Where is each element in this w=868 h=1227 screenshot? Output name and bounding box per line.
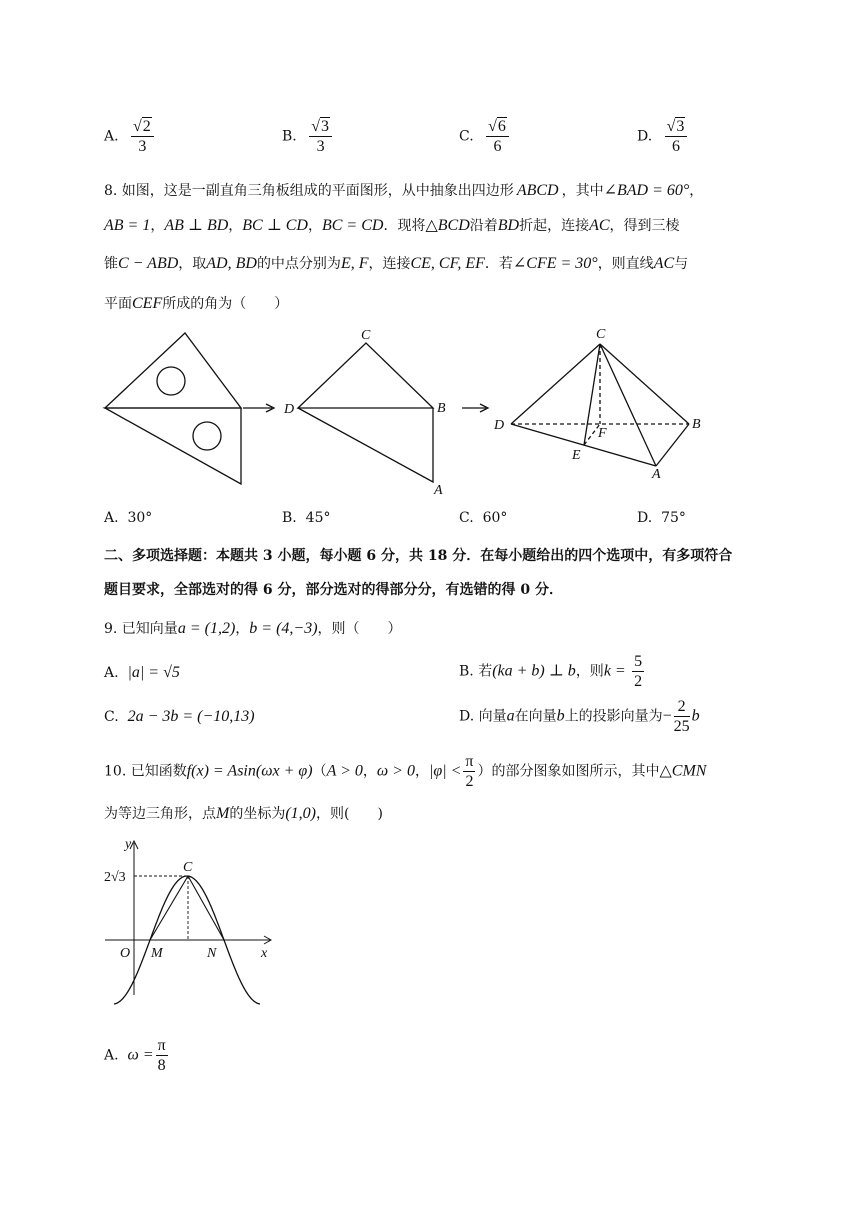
q8-option-d: D. 75° bbox=[637, 510, 686, 526]
triangle-abd bbox=[298, 408, 433, 482]
triangle-bcd bbox=[298, 343, 433, 408]
label-c-3d: C bbox=[596, 327, 606, 342]
edge-ca bbox=[600, 344, 656, 466]
label-e-3d: E bbox=[572, 448, 581, 463]
label-d-3d: D bbox=[494, 418, 505, 433]
side-cn bbox=[188, 876, 224, 940]
label-b-flat: B bbox=[437, 401, 446, 416]
section-2-heading-line-2: 题目要求，全部选对的得 6 分，部分选对的得部分分，有选错的得 0 分． bbox=[104, 582, 563, 598]
point-m-label: M bbox=[151, 946, 163, 961]
q8-line-3: 锥C − ABD，取AD, BD的中点分别为E, F，连接CE, CF, EF．若∠CFE = 30°，则直线AC与 bbox=[104, 255, 689, 272]
q7-option-c: C. $\frac{√6}{6}$ bbox=[459, 117, 511, 156]
point-n-label: N bbox=[207, 946, 217, 961]
q8-line-1: 8. 如图，这是一副直角三角板组成的平面图形，从中抽象出四边形 ABCD ，其中∠BAD = 60°， bbox=[104, 182, 704, 199]
point-c-label: C bbox=[183, 860, 193, 875]
label-f-3d: F bbox=[598, 426, 607, 441]
set-square-upper bbox=[105, 333, 241, 408]
q8-line-2: AB = 1，AB ⊥ BD，BC ⊥ CD，BC = CD．现将△BCD沿着BD折起，连接AC，得到三棱 bbox=[104, 217, 680, 234]
set-square-hole-upper bbox=[157, 367, 185, 395]
q9-option-c: C. 2a − 3b = (−10,13) bbox=[104, 708, 255, 725]
label-a-3d: A bbox=[652, 467, 661, 482]
q7-option-d: D. $\frac{√3}{6}$ bbox=[637, 117, 689, 156]
y-tick-label: 2√3 bbox=[104, 870, 126, 885]
x-axis-label: x bbox=[261, 946, 268, 961]
edge-cb bbox=[600, 344, 689, 424]
q10-stem-line-2: 为等边三角形，点M的坐标为(1,0)，则( ) bbox=[104, 805, 383, 822]
q9-option-d: D. 向量a在向量b上的投影向量为− $\frac{2}{25}$ b bbox=[459, 698, 700, 735]
label-a-flat: A bbox=[434, 483, 443, 498]
q7-option-a: A. $\frac{√2}{3}$ bbox=[104, 117, 156, 156]
set-square-hole-lower bbox=[193, 422, 221, 450]
q8-option-c: C. 60° bbox=[459, 510, 508, 526]
side-cm bbox=[150, 876, 188, 940]
q7-option-b: B. $\frac{√3}{3}$ bbox=[282, 117, 334, 156]
section-2-heading-line-1: 二、多项选择题：本题共 3 小题，每小题 6 分，共 18 分．在每小题给出的四个选项中，有多项符合 bbox=[104, 548, 733, 564]
q10-option-a: A. ω = $\frac{\pi}{8}$ bbox=[104, 1037, 166, 1074]
edge-cd bbox=[511, 344, 600, 424]
label-c-flat: C bbox=[361, 328, 371, 343]
q8-option-b: B. 45° bbox=[282, 510, 331, 526]
set-square-lower bbox=[105, 408, 241, 484]
q8-figure bbox=[0, 320, 868, 505]
origin-label: O bbox=[120, 946, 131, 961]
q10-graph bbox=[100, 835, 280, 1005]
q8-option-a: A. 30° bbox=[104, 510, 153, 526]
q9-stem: 9. 已知向量a = (1,2)，b = (4,−3)，则（ ） bbox=[104, 620, 402, 637]
q9-option-a: A. |a| = √5 bbox=[104, 664, 180, 681]
q10-stem-line-1: 10. 已知函数f(x) = Asin(ωx + φ)（A > 0，ω > 0，|φ| < $\frac{\pi}{2}$ ）的部分图象如图所示，其中△CMN bbox=[104, 753, 707, 790]
y-axis-label: y bbox=[125, 837, 132, 852]
label-b-3d: B bbox=[692, 417, 701, 432]
q9-option-b: B. 若(ka + b) ⊥ b，则k = $\frac{5}{2}$ bbox=[459, 653, 643, 690]
q8-line-4: 平面CEF所成的角为（ ） bbox=[104, 295, 289, 312]
edge-da bbox=[511, 424, 656, 466]
edge-ab bbox=[656, 424, 689, 466]
label-d-flat: D bbox=[284, 402, 295, 417]
